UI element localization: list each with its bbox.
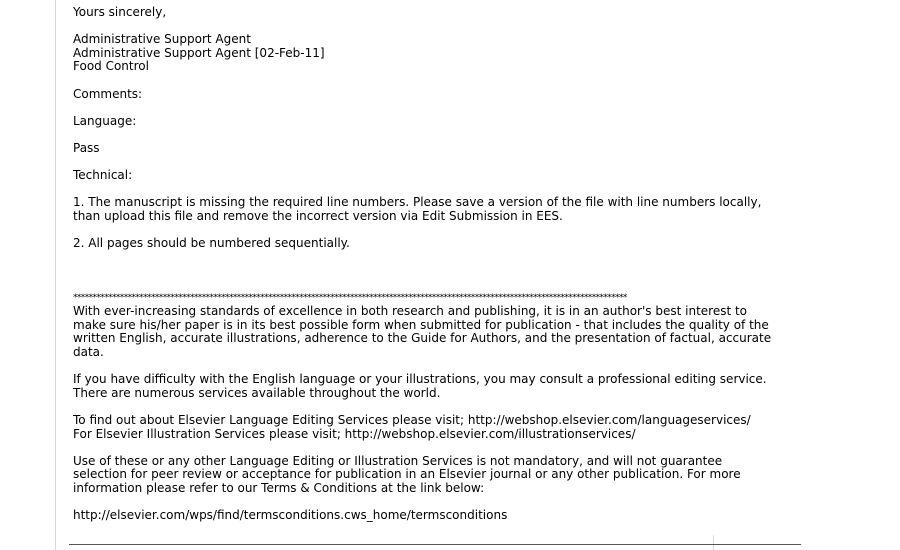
right-border [713, 535, 714, 550]
paragraph-line: data. [73, 345, 104, 360]
paragraph-line: There are numerous services available throughout the world. [73, 385, 441, 400]
technical-item-1-cont: than upload this file and remove the incorrect version via Edit Submission in EES. [73, 208, 563, 223]
signature-line: Administrative Support Agent [73, 32, 251, 47]
technical-label: Technical: [73, 168, 133, 183]
paragraph-line: Use of these or any other Language Editing or Illustration Services is not mandatory, and will not guarantee [73, 453, 723, 468]
paragraph-line: written English, accurate illustrations, adherence to the Guide for Authors, and the presentation of factual, accurate [73, 331, 772, 346]
separator-line: ********************************************************************************************************************************************** [73, 292, 627, 303]
comments-label: Comments: [73, 86, 143, 101]
paragraph-line: If you have difficulty with the English language or your illustrations, you may consult a professional editing service. [73, 372, 767, 387]
illustration-services-link-text[interactable]: For Elsevier Illustration Services please visit; http://webshop.elsevier.com/illustrationservices/ [73, 426, 636, 441]
language-result: Pass [73, 140, 100, 155]
signature-line: Administrative Support Agent [02-Feb-11] [73, 45, 325, 60]
left-border [55, 0, 56, 550]
email-body [73, 6, 813, 523]
closing-text: Yours sincerely, [73, 5, 167, 19]
technical-item-2: 2. All pages should be numbered sequentially. [73, 236, 350, 251]
bottom-divider [69, 544, 801, 545]
paragraph-line: selection for peer review or acceptance for publication in an Elsevier journal or any other publication. For more [73, 467, 741, 482]
signature-line: Food Control [73, 59, 149, 74]
paragraph-line: make sure his/her paper is in its best possible form when submitted for publication - that includes the quality of the [73, 317, 769, 332]
technical-item-1: 1. The manuscript is missing the required line numbers. Please save a version of the file with line numbers locally, [73, 195, 762, 210]
language-label: Language: [73, 113, 137, 128]
paragraph-line: information please refer to our Terms & Conditions at the link below: [73, 481, 485, 495]
terms-link[interactable]: http://elsevier.com/wps/find/termsconditions.cws_home/termsconditions [73, 508, 508, 523]
paragraph-line: With ever-increasing standards of excellence in both research and publishing, it is in an author's best interest to [73, 304, 748, 319]
language-services-link-text[interactable]: To find out about Elsevier Language Editing Services please visit; http://webshop.elsevier.com/languageservices/ [73, 413, 751, 428]
